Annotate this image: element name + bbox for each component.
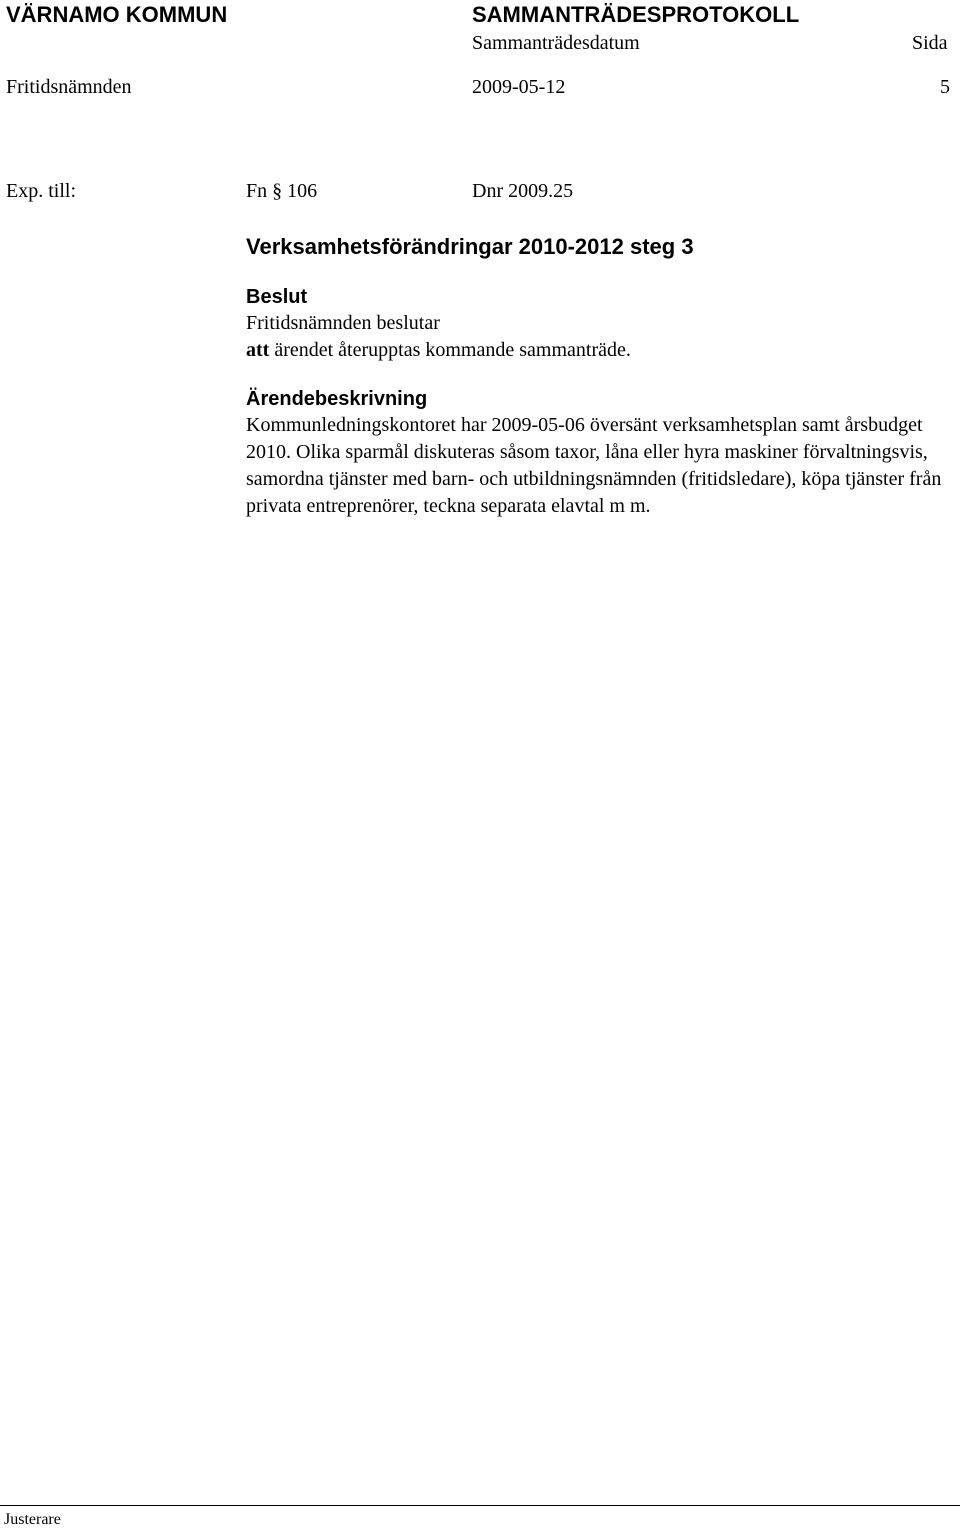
meeting-date-label: Sammanträdesdatum bbox=[472, 32, 640, 54]
document-type: SAMMANTRÄDESPROTOKOLL bbox=[472, 2, 800, 27]
page-label: Sida bbox=[912, 32, 948, 54]
committee-name: Fritidsnämnden bbox=[6, 76, 132, 98]
expedition-label: Exp. till: bbox=[6, 180, 76, 202]
organization-name: VÄRNAMO KOMMUN bbox=[6, 2, 228, 27]
paragraph-number: Fn § 106 bbox=[246, 180, 318, 202]
description-text: Kommunledningskontoret har 2009-05-06 översänt verksamhetsplan samt årsbudget 2010. Olika sparmål diskuteras såsom taxor, låna eller hyra maskiner förvaltningsvis, samordna tjänster med barn- och utbildningsnämnden (fritidsledare), köpa tjänster från privata entreprenörer, teckna separata elavtal m m. bbox=[246, 414, 942, 517]
page-number: 5 bbox=[940, 76, 950, 98]
decision-intro: Fritidsnämnden beslutar bbox=[246, 312, 440, 334]
item-title: Verksamhetsförändringar 2010-2012 steg 3 bbox=[246, 234, 694, 259]
registration-number: Dnr 2009.25 bbox=[472, 180, 574, 202]
agenda-item bbox=[246, 232, 956, 520]
footer-divider bbox=[0, 1505, 960, 1506]
meeting-date: 2009-05-12 bbox=[472, 76, 566, 98]
decision-att: att bbox=[246, 339, 270, 361]
decision-line bbox=[246, 337, 956, 364]
adjuster-label: Justerare bbox=[4, 1511, 61, 1528]
description-heading: Ärendebeskrivning bbox=[246, 388, 428, 410]
decision-heading: Beslut bbox=[246, 286, 308, 308]
decision-text: ärendet återupptas kommande sammanträde. bbox=[269, 339, 631, 361]
